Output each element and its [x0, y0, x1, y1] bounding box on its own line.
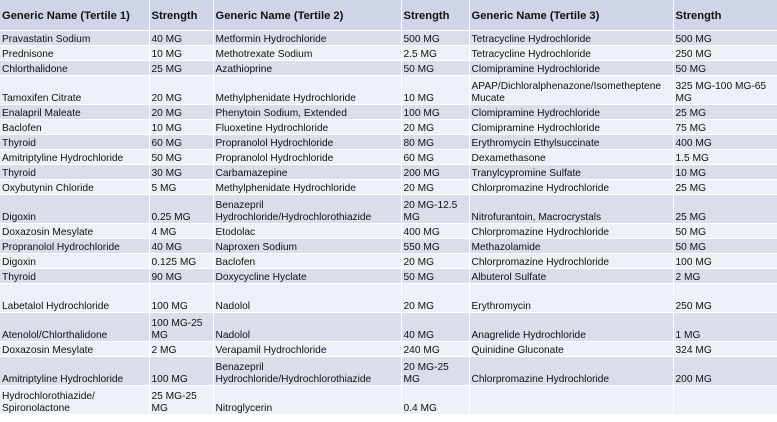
cell-generic-name-tertile-3: Tetracycline Hydrochloride	[469, 31, 673, 46]
cell-generic-name-tertile-2: Nitroglycerin	[213, 386, 401, 415]
cell-generic-name-tertile-2: Verapamil Hydrochloride	[213, 342, 401, 357]
header-generic-name-tertile-1: Generic Name (Tertile 1)	[0, 0, 149, 31]
cell-strength-tertile-1: 50 MG	[149, 150, 213, 165]
table-row	[0, 224, 777, 239]
cell-strength-tertile-3: 50 MG	[673, 224, 777, 239]
cell-strength-tertile-1: 0.25 MG	[149, 195, 213, 224]
cell-strength-tertile-1: 20 MG	[149, 76, 213, 105]
cell-generic-name-tertile-3: Clomipramine Hydrochloride	[469, 61, 673, 76]
table-row	[0, 342, 777, 357]
cell-generic-name-tertile-1: Propranolol Hydrochloride	[0, 239, 149, 254]
cell-strength-tertile-2: 50 MG	[401, 61, 469, 76]
cell-strength-tertile-2: 20 MG	[401, 180, 469, 195]
cell-strength-tertile-2: 20 MG	[401, 120, 469, 135]
cell-strength-tertile-2: 2.5 MG	[401, 46, 469, 61]
cell-generic-name-tertile-2: Naproxen Sodium	[213, 239, 401, 254]
cell-generic-name-tertile-2: Phenytoin Sodium, Extended	[213, 105, 401, 120]
table-row	[0, 105, 777, 120]
cell-generic-name-tertile-2: Carbamazepine	[213, 165, 401, 180]
cell-strength-tertile-1: 100 MG	[149, 357, 213, 386]
cell-generic-name-tertile-2: Etodolac	[213, 224, 401, 239]
table-row	[0, 254, 777, 269]
table-row	[0, 180, 777, 195]
cell-generic-name-tertile-3: Chlorpromazine Hydrochloride	[469, 224, 673, 239]
cell-generic-name-tertile-2: Benazepril Hydrochloride/Hydrochlorothiazide	[213, 357, 401, 386]
table-row	[0, 269, 777, 284]
cell-strength-tertile-2: 20 MG	[401, 254, 469, 269]
header-generic-name-tertile-2: Generic Name (Tertile 2)	[213, 0, 401, 31]
cell-strength-tertile-1: 25 MG-25 MG	[149, 386, 213, 415]
header-strength-tertile-1: Strength	[149, 0, 213, 31]
cell-strength-tertile-3: 400 MG	[673, 135, 777, 150]
table-row	[0, 195, 777, 224]
cell-generic-name-tertile-2: Nadolol	[213, 313, 401, 342]
cell-strength-tertile-3: 2 MG	[673, 269, 777, 284]
cell-generic-name-tertile-1: Baclofen	[0, 120, 149, 135]
cell-generic-name-tertile-1: Doxazosin Mesylate	[0, 224, 149, 239]
table-row	[0, 46, 777, 61]
cell-strength-tertile-3: 500 MG	[673, 31, 777, 46]
cell-generic-name-tertile-3: Clomipramine Hydrochloride	[469, 105, 673, 120]
cell-strength-tertile-2: 550 MG	[401, 239, 469, 254]
table-row	[0, 120, 777, 135]
cell-generic-name-tertile-3	[469, 386, 673, 415]
cell-strength-tertile-1: 40 MG	[149, 239, 213, 254]
cell-generic-name-tertile-3: Quinidine Gluconate	[469, 342, 673, 357]
cell-generic-name-tertile-1: Thyroid	[0, 135, 149, 150]
cell-generic-name-tertile-1: Tamoxifen Citrate	[0, 76, 149, 105]
cell-generic-name-tertile-3: Methazolamide	[469, 239, 673, 254]
cell-strength-tertile-3: 250 MG	[673, 284, 777, 313]
cell-generic-name-tertile-2: Baclofen	[213, 254, 401, 269]
table-row	[0, 357, 777, 386]
cell-strength-tertile-2: 400 MG	[401, 224, 469, 239]
cell-strength-tertile-2: 20 MG-12.5 MG	[401, 195, 469, 224]
cell-generic-name-tertile-3: Dexamethasone	[469, 150, 673, 165]
cell-strength-tertile-3: 25 MG	[673, 195, 777, 224]
cell-generic-name-tertile-1: Amitriptyline Hydrochloride	[0, 150, 149, 165]
cell-strength-tertile-1: 40 MG	[149, 31, 213, 46]
table-row	[0, 135, 777, 150]
cell-generic-name-tertile-3: Anagrelide Hydrochloride	[469, 313, 673, 342]
cell-generic-name-tertile-1: Hydrochlorothiazide/ Spironolactone	[0, 386, 149, 415]
cell-generic-name-tertile-1: Amitriptyline Hydrochloride	[0, 357, 149, 386]
cell-generic-name-tertile-1: Labetalol Hydrochloride	[0, 284, 149, 313]
cell-generic-name-tertile-1: Prednisone	[0, 46, 149, 61]
table-row	[0, 150, 777, 165]
cell-strength-tertile-2: 0.4 MG	[401, 386, 469, 415]
cell-strength-tertile-2: 240 MG	[401, 342, 469, 357]
cell-generic-name-tertile-2: Methotrexate Sodium	[213, 46, 401, 61]
cell-generic-name-tertile-2: Doxycycline Hyclate	[213, 269, 401, 284]
cell-strength-tertile-3: 75 MG	[673, 120, 777, 135]
cell-generic-name-tertile-1: Enalapril Maleate	[0, 105, 149, 120]
cell-generic-name-tertile-2: Methylphenidate Hydrochloride	[213, 180, 401, 195]
cell-strength-tertile-2: 20 MG	[401, 284, 469, 313]
cell-strength-tertile-2: 60 MG	[401, 150, 469, 165]
cell-strength-tertile-3: 25 MG	[673, 105, 777, 120]
cell-generic-name-tertile-2: Propranolol Hydrochloride	[213, 150, 401, 165]
cell-generic-name-tertile-2: Propranolol Hydrochloride	[213, 135, 401, 150]
table-header	[0, 0, 777, 31]
cell-strength-tertile-3: 250 MG	[673, 46, 777, 61]
cell-generic-name-tertile-3: Tranylcypromine Sulfate	[469, 165, 673, 180]
cell-strength-tertile-3: 10 MG	[673, 165, 777, 180]
cell-strength-tertile-3: 1 MG	[673, 313, 777, 342]
cell-generic-name-tertile-3: Nitrofurantoin, Macrocrystals	[469, 195, 673, 224]
cell-strength-tertile-1: 10 MG	[149, 46, 213, 61]
cell-strength-tertile-2: 20 MG-25 MG	[401, 357, 469, 386]
cell-generic-name-tertile-3: Erythromycin	[469, 284, 673, 313]
header-generic-name-tertile-3: Generic Name (Tertile 3)	[469, 0, 673, 31]
table-row	[0, 239, 777, 254]
cell-strength-tertile-1: 60 MG	[149, 135, 213, 150]
table-body	[0, 31, 777, 415]
cell-strength-tertile-2: 80 MG	[401, 135, 469, 150]
cell-generic-name-tertile-1: Oxybutynin Chloride	[0, 180, 149, 195]
cell-strength-tertile-3: 1.5 MG	[673, 150, 777, 165]
cell-generic-name-tertile-3: Tetracycline Hydrochloride	[469, 46, 673, 61]
cell-generic-name-tertile-3: APAP/Dichloralphenazone/Isometheptene Mucate	[469, 76, 673, 105]
table-row	[0, 76, 777, 105]
cell-generic-name-tertile-3: Chlorpromazine Hydrochloride	[469, 254, 673, 269]
cell-strength-tertile-3: 100 MG	[673, 254, 777, 269]
cell-generic-name-tertile-3: Albuterol Sulfate	[469, 269, 673, 284]
cell-strength-tertile-3	[673, 386, 777, 415]
cell-strength-tertile-1: 10 MG	[149, 120, 213, 135]
table-row	[0, 386, 777, 415]
cell-generic-name-tertile-1: Thyroid	[0, 269, 149, 284]
cell-generic-name-tertile-2: Azathioprine	[213, 61, 401, 76]
cell-generic-name-tertile-2: Benazepril Hydrochloride/Hydrochlorothiazide	[213, 195, 401, 224]
cell-strength-tertile-3: 50 MG	[673, 239, 777, 254]
cell-strength-tertile-2: 40 MG	[401, 313, 469, 342]
cell-generic-name-tertile-1: Digoxin	[0, 254, 149, 269]
cell-strength-tertile-1: 0.125 MG	[149, 254, 213, 269]
cell-strength-tertile-3: 50 MG	[673, 61, 777, 76]
cell-strength-tertile-1: 20 MG	[149, 105, 213, 120]
cell-strength-tertile-3: 325 MG-100 MG-65 MG	[673, 76, 777, 105]
cell-strength-tertile-1: 2 MG	[149, 342, 213, 357]
cell-generic-name-tertile-3: Chlorpromazine Hydrochloride	[469, 180, 673, 195]
cell-generic-name-tertile-1: Atenolol/Chlorthalidone	[0, 313, 149, 342]
cell-generic-name-tertile-1: Chlorthalidone	[0, 61, 149, 76]
cell-generic-name-tertile-1: Pravastatin Sodium	[0, 31, 149, 46]
cell-generic-name-tertile-2: Methylphenidate Hydrochloride	[213, 76, 401, 105]
cell-strength-tertile-1: 25 MG	[149, 61, 213, 76]
cell-strength-tertile-2: 100 MG	[401, 105, 469, 120]
cell-strength-tertile-3: 324 MG	[673, 342, 777, 357]
table-row	[0, 313, 777, 342]
cell-strength-tertile-1: 30 MG	[149, 165, 213, 180]
cell-strength-tertile-2: 500 MG	[401, 31, 469, 46]
cell-generic-name-tertile-1: Doxazosin Mesylate	[0, 342, 149, 357]
table-row	[0, 31, 777, 46]
cell-generic-name-tertile-3: Clomipramine Hydrochloride	[469, 120, 673, 135]
header-strength-tertile-2: Strength	[401, 0, 469, 31]
cell-generic-name-tertile-3: Erythromycin Ethylsuccinate	[469, 135, 673, 150]
cell-strength-tertile-1: 5 MG	[149, 180, 213, 195]
header-row	[0, 0, 777, 31]
cell-generic-name-tertile-2: Metformin Hydrochloride	[213, 31, 401, 46]
cell-generic-name-tertile-3: Chlorpromazine Hydrochloride	[469, 357, 673, 386]
cell-strength-tertile-1: 100 MG	[149, 284, 213, 313]
table-row	[0, 284, 777, 313]
table-row	[0, 61, 777, 76]
cell-strength-tertile-1: 100 MG-25 MG	[149, 313, 213, 342]
cell-generic-name-tertile-1: Thyroid	[0, 165, 149, 180]
cell-generic-name-tertile-2: Nadolol	[213, 284, 401, 313]
cell-strength-tertile-1: 4 MG	[149, 224, 213, 239]
cell-generic-name-tertile-1: Digoxin	[0, 195, 149, 224]
cell-strength-tertile-3: 200 MG	[673, 357, 777, 386]
table-row	[0, 165, 777, 180]
cell-generic-name-tertile-2: Fluoxetine Hydrochloride	[213, 120, 401, 135]
cell-strength-tertile-2: 10 MG	[401, 76, 469, 105]
header-strength-tertile-3: Strength	[673, 0, 777, 31]
cell-strength-tertile-3: 25 MG	[673, 180, 777, 195]
cell-strength-tertile-1: 90 MG	[149, 269, 213, 284]
cell-strength-tertile-2: 50 MG	[401, 269, 469, 284]
cell-strength-tertile-2: 200 MG	[401, 165, 469, 180]
